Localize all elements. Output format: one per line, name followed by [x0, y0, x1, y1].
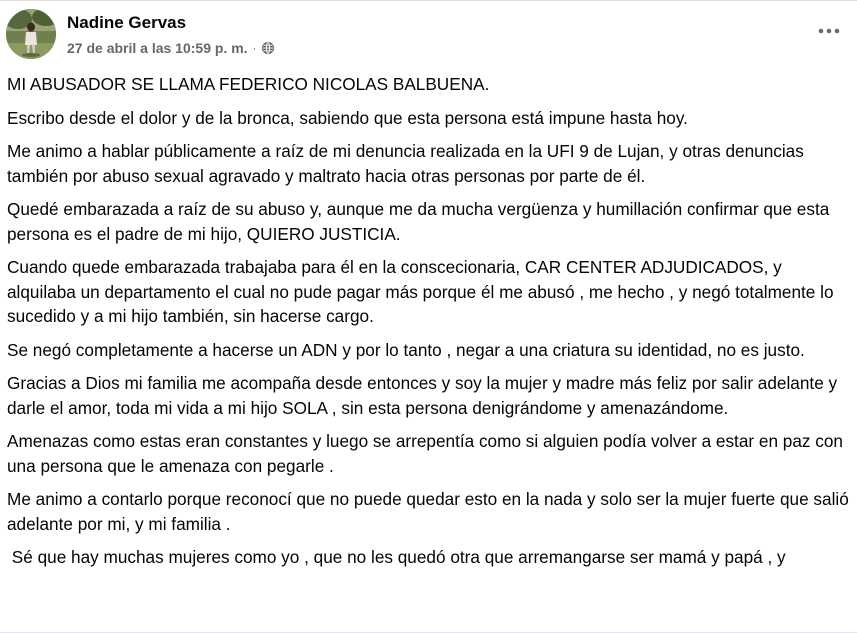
avatar[interactable]	[6, 9, 56, 59]
post-paragraph: Sé que hay muchas mujeres como yo , que no les quedó otra que arremangarse ser mamá y papá , y	[7, 547, 786, 567]
globe-icon[interactable]	[261, 41, 275, 55]
post-header	[6, 9, 851, 65]
post-paragraph: Cuando quede embarazada trabajaba para él en la conscecionaria, CAR CENTER ADJUDICADOS, y alquilaba un departamento el cual no pude pagar más porque él me abusó , me hecho , y negó totalmente lo sucedido y a mi hijo también, sin hacerse cargo.	[7, 257, 834, 326]
post-meta	[67, 39, 275, 57]
post-timestamp[interactable]: 27 de abril a las 10:59 p. m.	[67, 40, 248, 56]
post-paragraph: Amenazas como estas eran constantes y luego se arrepentía como si alguien podía volver a estar en paz con una persona que le amenaza con pegarle .	[7, 431, 843, 476]
post-paragraph: Me animo a contarlo porque reconocí que no puede quedar esto en la nada y solo ser la mujer fuerte que salió adelante por mi, y mi familia .	[7, 489, 849, 534]
post-paragraph: Se negó completamente a hacerse un ADN y por lo tanto , negar a una criatura su identidad, no es justo.	[7, 339, 805, 360]
post-text	[7, 72, 855, 579]
post-paragraph: Escribo desde el dolor y de la bronca, sabiendo que esta persona está impune hasta hoy.	[7, 107, 688, 128]
more-options-button[interactable]	[813, 19, 845, 43]
post-paragraph: Gracias a Dios mi familia me acompaña desde entonces y soy la mujer y madre más feliz por salir adelante y darle el amor, toda mi vida a mi hijo SOLA , sin esta persona denigrándome y amenazándome.	[7, 373, 838, 418]
post-paragraph: MI ABUSADOR SE LLAMA FEDERICO NICOLAS BALBUENA.	[7, 74, 490, 94]
author-name[interactable]: Nadine Gervas	[67, 13, 187, 32]
avatar-photo	[6, 9, 56, 59]
more-dots-icon	[818, 28, 840, 34]
post-paragraph: Me animo a hablar públicamente a raíz de mi denuncia realizada en la UFI 9 de Lujan, y otras denuncias también por abuso sexual agravado y maltrato hacia otras personas por parte de él.	[7, 141, 804, 186]
post-paragraph: Quedé embarazada a raíz de su abuso y, aunque me da mucha vergüenza y humillación confirmar que esta persona es el padre de mi hijo, QUIERO JUSTICIA.	[7, 199, 830, 244]
meta-separator: ·	[252, 41, 257, 55]
